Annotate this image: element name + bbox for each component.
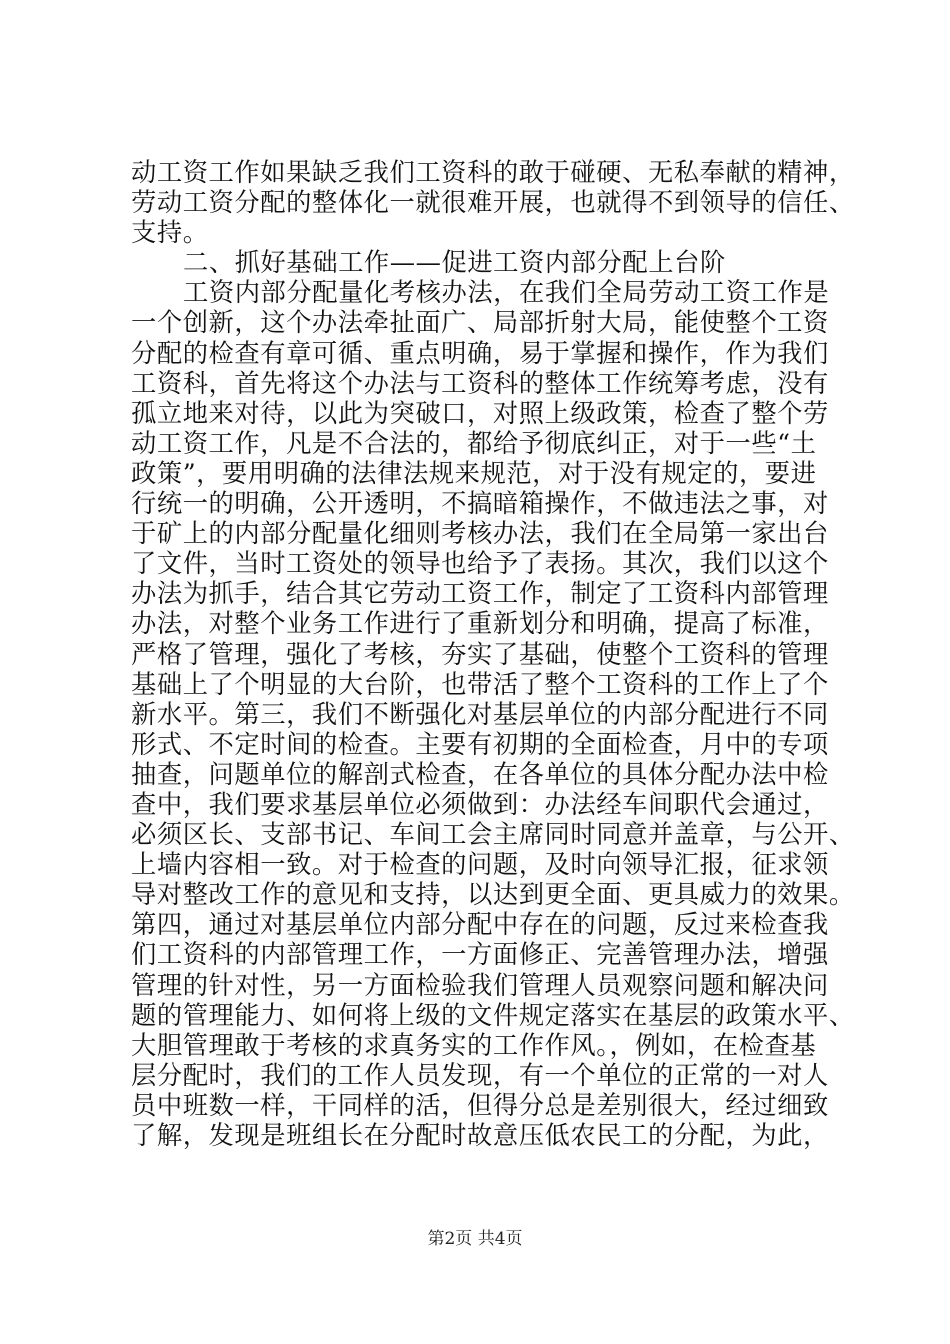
text-line: 新水平。第三，我们不断强化对基层单位的内部分配进行不同 (131, 699, 829, 729)
text-line: 动工资工作，凡是不合法的，都给予彻底纠正，对于一些“土 (131, 428, 817, 458)
text-line: 查中，我们要求基层单位必须做到：办法经车间职代会通过， (131, 789, 829, 819)
text-line: 大胆管理敢于考核的求真务实的工作作风。，例如，在检查基 (131, 1030, 817, 1060)
text-line: 了解，发现是班组长在分配时故意压低农民工的分配，为此， (131, 1121, 829, 1150)
text-line: 劳动工资分配的整体化一就很难开展，也就得不到领导的信任、 (131, 188, 855, 218)
text-line: 分配的检查有章可循、重点明确，易于掌握和操作，作为我们 (131, 338, 829, 368)
text-line: 办法，对整个业务工作进行了重新划分和明确，提高了标准， (131, 609, 829, 639)
text-line: 抽查，问题单位的解剖式检查，在各单位的具体分配办法中检 (131, 759, 829, 789)
text-line: 管理的针对性，另一方面检验我们管理人员观察问题和解决问 (131, 970, 829, 1000)
text-line: 一个创新，这个办法牵扯面广、局部折射大局，能使整个工资 (131, 308, 829, 338)
text-line: 层分配时，我们的工作人员发现，有一个单位的正常的一对人 (131, 1060, 829, 1090)
text-line: 行统一的明确，公开透明，不搞暗箱操作，不做违法之事，对 (131, 489, 829, 519)
text-line: 形式、不定时间的检查。主要有初期的全面检查，月中的专项 (131, 729, 829, 759)
text-line: 导对整改工作的意见和支持，以达到更全面、更具威力的效果。 (131, 880, 855, 910)
text-line: 们工资科的内部管理工作，一方面修正、完善管理办法，增强 (131, 940, 829, 970)
text-line: 动工资工作如果缺乏我们工资科的敢于碰硬、无私奉献的精神， (131, 158, 855, 187)
text-line: 了文件，当时工资处的领导也给予了表扬。其次，我们以这个 (131, 549, 829, 579)
text-line: 上墙内容相一致。对于检查的问题，及时向领导汇报，征求领 (131, 850, 829, 880)
text-line: 严格了管理，强化了考核，夯实了基础，使整个工资科的管理 (131, 639, 829, 669)
text-line: 支持。 (131, 218, 209, 248)
text-line: 工资科，首先将这个办法与工资科的整体工作统筹考虑，没有 (131, 368, 829, 398)
text-line: 第四，通过对基层单位内部分配中存在的问题，反过来检查我 (131, 910, 829, 940)
document-body (131, 158, 855, 1151)
page-number-footer: 第2页 共4页 (427, 1229, 523, 1249)
text-line: 员中班数一样，干同样的活，但得分总是差别很大，经过细致 (131, 1090, 829, 1120)
text-line: 题的管理能力、如何将上级的文件规定落实在基层的政策水平、 (131, 1000, 855, 1030)
text-line: 必须区长、支部书记、车间工会主席同时同意并盖章，与公开、 (131, 820, 855, 850)
text-line: 政策”，要用明确的法律法规来规范，对于没有规定的，要进 (131, 458, 817, 488)
text-line: 孤立地来对待，以此为突破口，对照上级政策，检查了整个劳 (131, 398, 829, 428)
text-line: 于矿上的内部分配量化细则考核办法，我们在全局第一家出台 (131, 519, 829, 549)
text-line: 基础上了个明显的大台阶，也带活了整个工资科的工作上了个 (131, 669, 829, 699)
section-heading: 二、抓好基础工作——促进工资内部分配上台阶 (183, 248, 726, 278)
text-line: 办法为抓手，结合其它劳动工资工作，制定了工资科内部管理 (131, 579, 829, 609)
text-line: 工资内部分配量化考核办法，在我们全局劳动工资工作是 (183, 278, 830, 308)
